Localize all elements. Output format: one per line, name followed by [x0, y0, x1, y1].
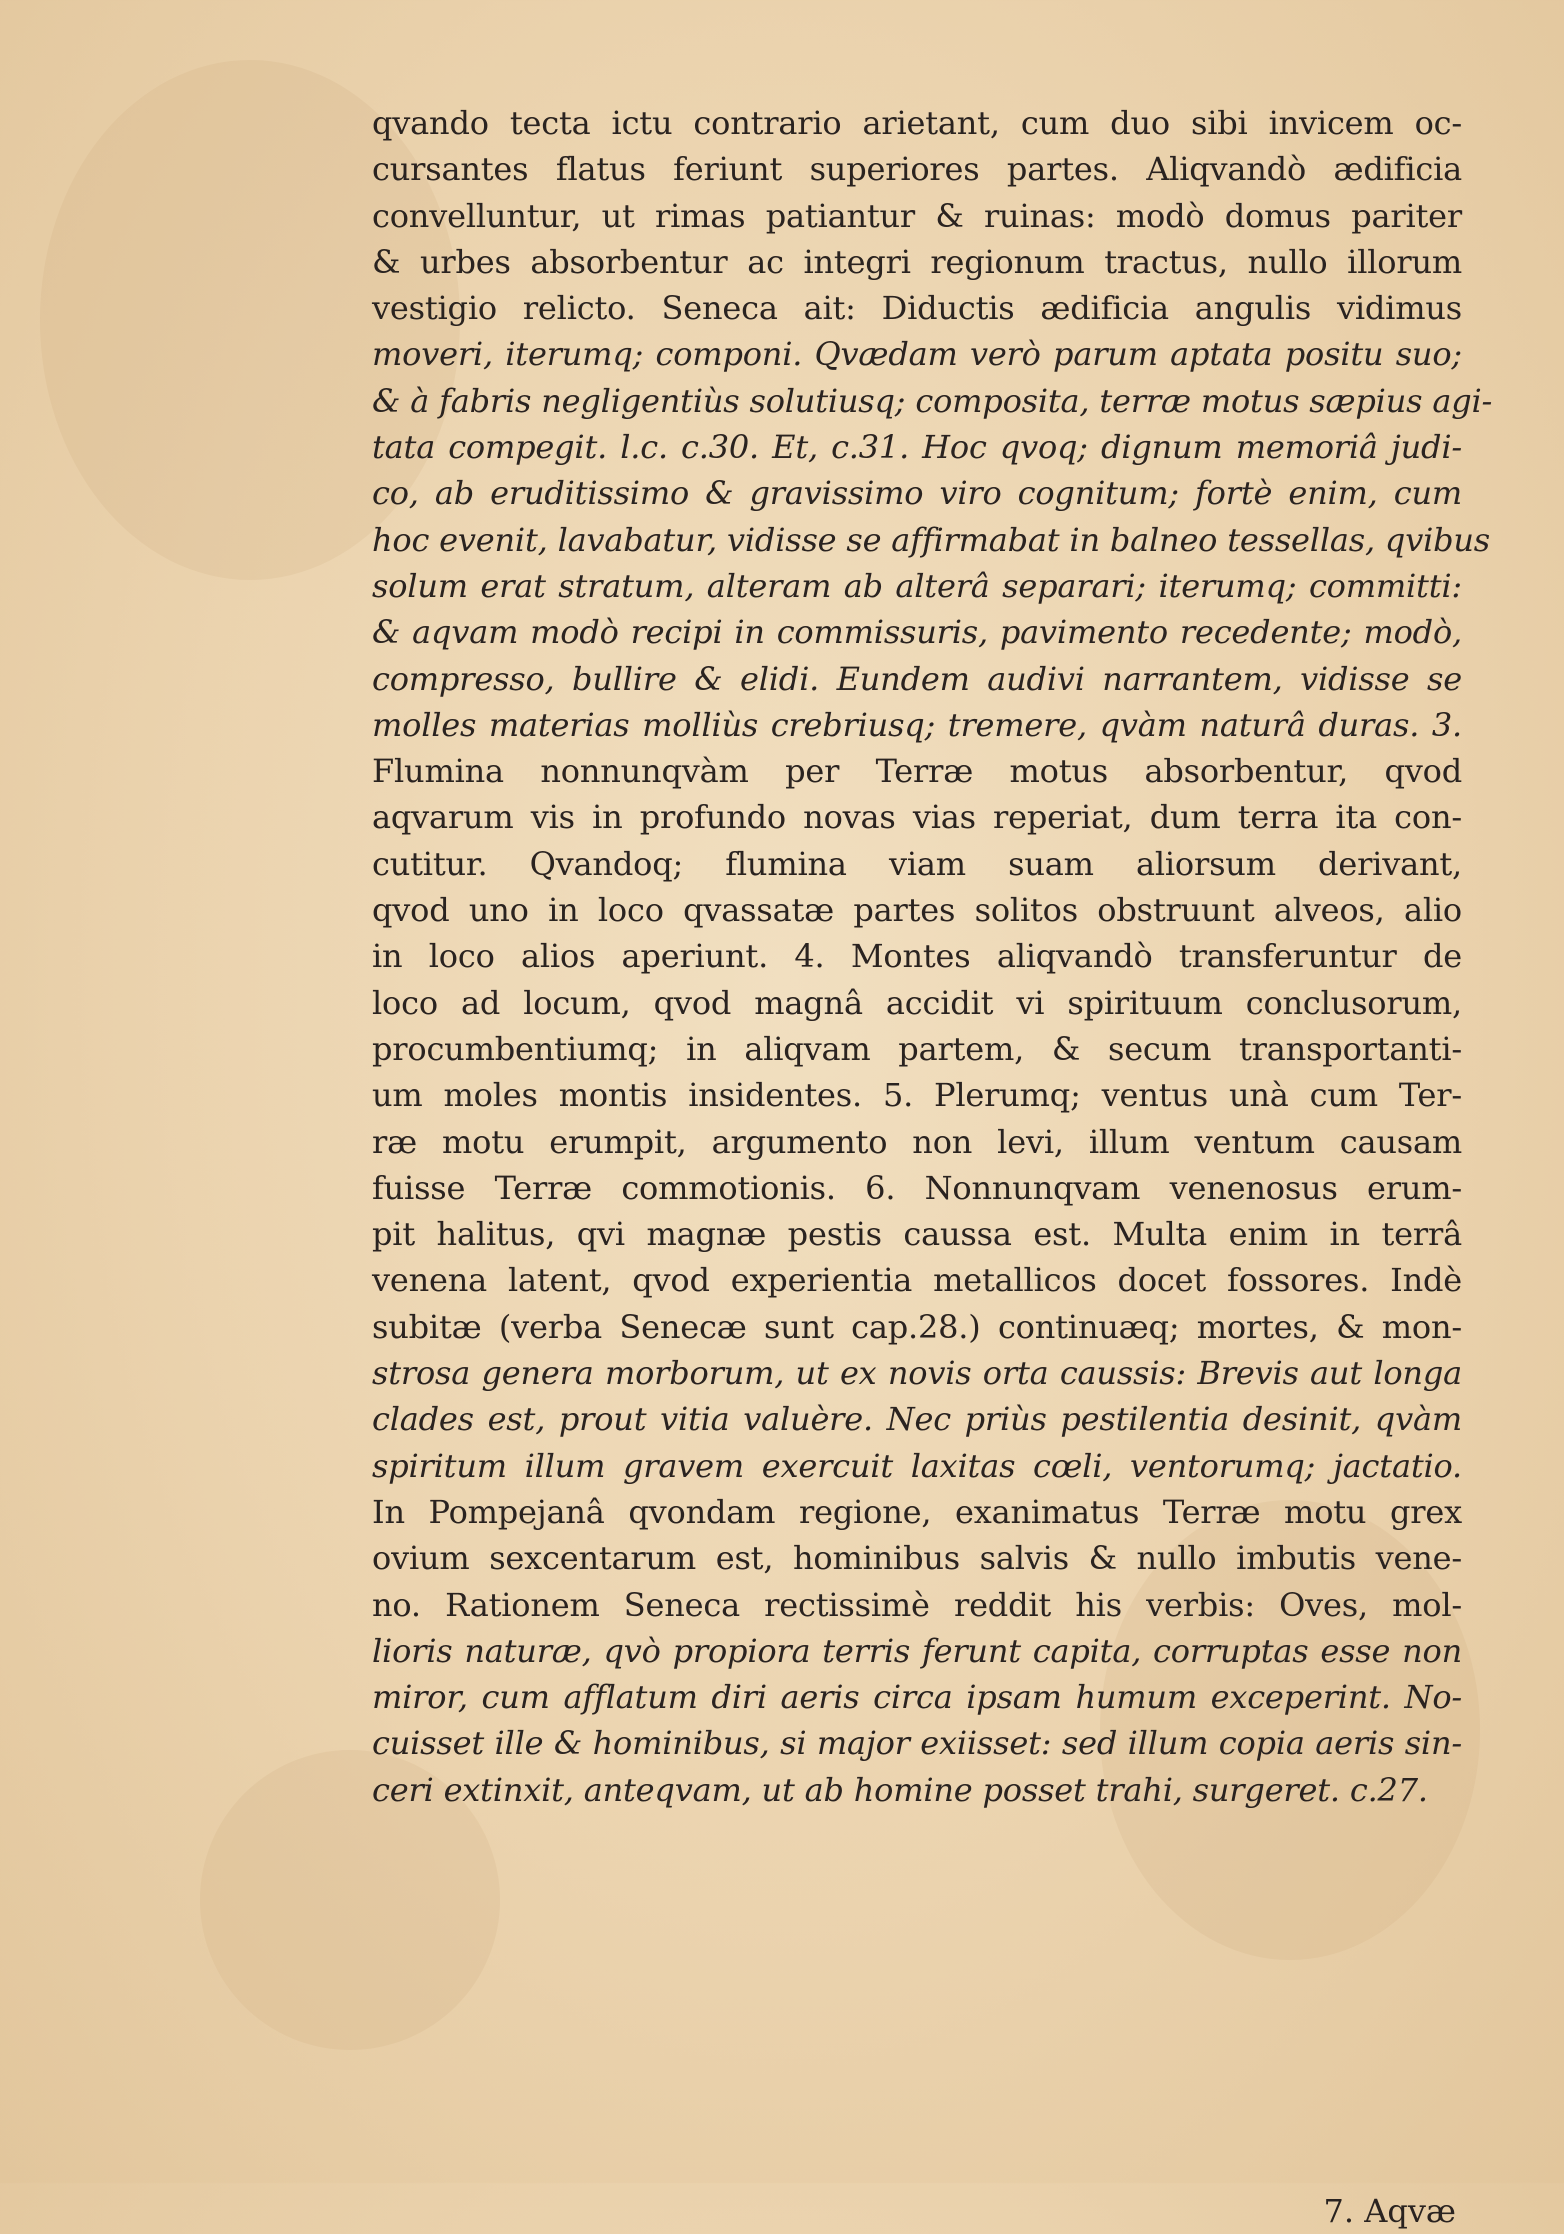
text-line: hoc evenit, lavabatur, vidisse se affirmabat in balneo tessellas, qvibus [372, 520, 1491, 559]
text-line: ovium sexcentarum est, hominibus salvis & nullo imbutis vene- [372, 1539, 1462, 1578]
text-line: subitæ (verba Senecæ sunt cap.28.) continuæq; mortes, & mon- [372, 1307, 1462, 1346]
text-line: spiritum illum gravem exercuit laxitas cœli, ventorumq; jactatio. [372, 1446, 1462, 1485]
text-line: cursantes flatus feriunt superiores partes. Aliqvandò ædificia [372, 150, 1462, 189]
text-line: qvod uno in loco qvassatæ partes solitos obstruunt alveos, alio [372, 891, 1462, 930]
text-line: lioris naturæ, qvò propiora terris ferunt capita, corruptas esse non [372, 1631, 1462, 1670]
text-line: no. Rationem Seneca rectissimè reddit his verbis: Oves, mol- [372, 1585, 1462, 1624]
text-line: clades est, prout vitia valuère. Nec priùs pestilentia desinit, qvàm [372, 1400, 1462, 1439]
text-line: strosa genera morborum, ut ex novis orta caussis: Brevis aut longa [372, 1354, 1462, 1393]
text-line: venena latent, qvod experientia metallicos docet fossores. Indè [372, 1261, 1462, 1300]
text-line: qvando tecta ictu contrario arietant, cum duo sibi invicem oc- [372, 104, 1462, 142]
text-line: convelluntur, ut rimas patiantur & ruinas: modò domus pariter [372, 196, 1462, 235]
text-line: loco ad locum, qvod magnâ accidit vi spirituum conclusorum, [372, 983, 1462, 1022]
text-line: procumbentiumq; in aliqvam partem, & secum transportanti- [372, 1029, 1462, 1068]
text-line: solum erat stratum, alteram ab alterâ separari; iterumq; committi: [372, 566, 1462, 605]
text-line: molles materias molliùs crebriusq; tremere, qvàm naturâ duras. 3. [372, 705, 1462, 744]
text-line: vestigio relicto. Seneca ait: Diductis ædificia angulis vidimus [372, 289, 1462, 328]
text-line: fuisse Terræ commotionis. 6. Nonnunqvam venenosus erum- [372, 1168, 1462, 1207]
catchword: 7. Aqvæ [1323, 2192, 1456, 2230]
text-line: pit halitus, qvi magnæ pestis caussa est. Multa enim in terrâ [372, 1215, 1462, 1254]
text-line: ræ motu erumpit, argumento non levi, illum ventum causam [372, 1122, 1462, 1161]
body-text [372, 100, 1493, 1813]
text-line: cutitur. Qvandoq; flumina viam suam aliorsum derivant, [372, 844, 1462, 883]
text-line: & urbes absorbentur ac integri regionum tractus, nullo illorum [372, 242, 1462, 281]
text-line: & à fabris negligentiùs solutiusq; composita, terræ motus sæpius agi- [372, 381, 1493, 420]
text-line: in loco alios aperiunt. 4. Montes aliqvandò transferuntur de [372, 937, 1462, 976]
text-line: In Pompejanâ qvondam regione, exanimatus Terræ motu grex [372, 1492, 1462, 1531]
text-line: tata compegit. l.c. c.30. Et, c.31. Hoc qvoq; dignum memoriâ judi- [372, 428, 1462, 467]
text-line: aqvarum vis in profundo novas vias reperiat, dum terra ita con- [372, 798, 1462, 837]
text-line: miror, cum afflatum diri aeris circa ipsam humum exceperint. No- [372, 1678, 1462, 1717]
text-line: cuisset ille & hominibus, si major exiisset: sed illum copia aeris sin- [372, 1724, 1462, 1763]
text-line: compresso, bullire & elidi. Eundem audivi narrantem, vidisse se [372, 659, 1462, 698]
text-line: & aqvam modò recipi in commissuris, pavimento recedente; modò, [372, 613, 1462, 652]
text-line: Flumina nonnunqvàm per Terræ motus absorbentur, qvod [372, 752, 1462, 791]
text-line: ceri extinxit, anteqvam, ut ab homine posset trahi, surgeret. c.27. [372, 1770, 1428, 1809]
text-line: co, ab eruditissimo & gravissimo viro cognitum; fortè enim, cum [372, 474, 1462, 513]
text-line: um moles montis insidentes. 5. Plerumq; ventus unà cum Ter- [372, 1076, 1462, 1115]
text-line: moveri, iterumq; componi. Qvædam verò parum aptata positu suo; [372, 335, 1462, 374]
